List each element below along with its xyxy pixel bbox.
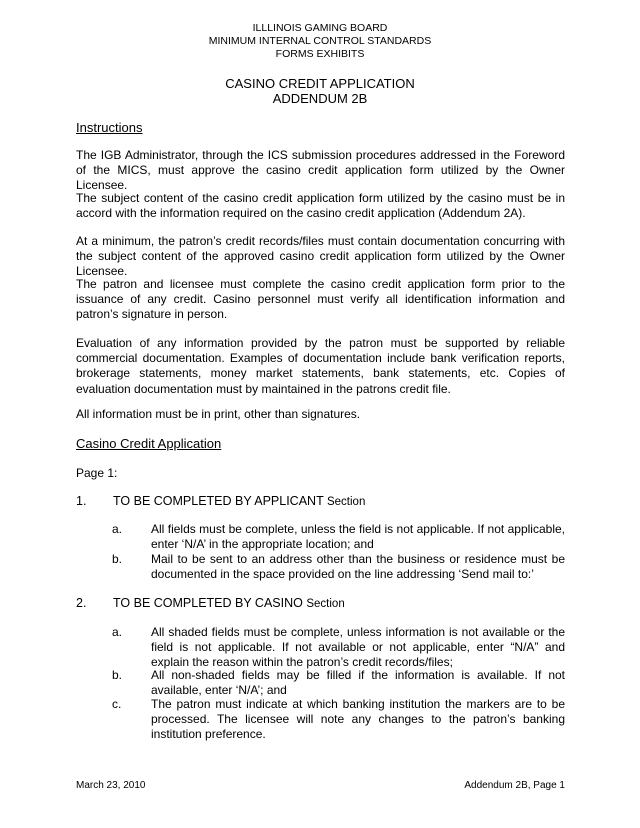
section-1-item-a <box>112 522 565 553</box>
section-number: 2. <box>76 596 87 610</box>
instructions-paragraph-5: Evaluation of any information provided by the patron must be supported by reliable commercial documentation. Examples of documentation include bank verification reports, brokerage statements, money market statements, bank statements, etc. Copies of evaluation documentation must by maintained in the patrons credit file. <box>76 336 565 396</box>
section-title-line <box>113 494 365 510</box>
section-1-item-b <box>112 552 565 583</box>
item-letter: a. <box>112 522 123 536</box>
application-heading: Casino Credit Application <box>76 436 222 451</box>
header-exhibits: FORMS EXHIBITS <box>275 48 365 60</box>
item-text: The patron must indicate at which banking institution the markers are to be processed. The licensee will note any changes to the patron’s banking institution preference. <box>151 697 565 741</box>
header-standards: MINIMUM INTERNAL CONTROL STANDARDS <box>208 35 432 47</box>
item-letter: b. <box>112 552 123 566</box>
section-suffix: Section <box>306 598 345 610</box>
instructions-paragraph-6: All information must be in print, other than signatures. <box>76 407 361 421</box>
item-letter: c. <box>112 697 122 711</box>
footer-page-number: Addendum 2B, Page 1 <box>464 780 565 791</box>
section-1 <box>76 494 565 510</box>
page-label: Page 1: <box>76 466 118 480</box>
section-title-line <box>113 596 345 612</box>
instructions-paragraph-1: The IGB Administrator, through the ICS submission procedures addressed in the Foreword of the MICS, must approve the casino credit application form utilized by the Owner Licensee. <box>76 148 565 193</box>
section-title: TO BE COMPLETED BY CASINO <box>113 596 303 610</box>
item-letter: b. <box>112 668 123 682</box>
document-title: CASINO CREDIT APPLICATION <box>225 76 415 91</box>
instructions-paragraph-2: The subject content of the casino credit application form utilized by the casino must be in accord with the information required on the casino credit application (Addendum 2A). <box>76 191 565 221</box>
header-agency: ILLLINOIS GAMING BOARD <box>252 22 388 34</box>
item-text: All non-shaded fields may be filled if the information is available. If not available, enter ‘N/A’; and <box>151 668 565 697</box>
section-title: TO BE COMPLETED BY APPLICANT <box>113 494 324 508</box>
item-text: Mail to be sent to an address other than the business or residence must be documented in the space provided on the line addressing ‘Send mail to:’ <box>151 552 565 581</box>
section-2-item-a <box>112 625 565 671</box>
instructions-paragraph-4: The patron and licensee must complete the casino credit application form prior to the issuance of any credit. Casino personnel must verify all identification information and patron’s signature in person. <box>76 277 565 322</box>
document-subtitle: ADDENDUM 2B <box>272 91 368 106</box>
item-text: All fields must be complete, unless the field is not applicable. If not applicable, enter ‘N/A’ in the appropriate location; and <box>151 522 565 551</box>
section-suffix: Section <box>326 496 366 508</box>
section-2 <box>76 596 565 612</box>
section-number: 1. <box>76 494 87 508</box>
item-text: All shaded fields must be complete, unless information is not available or the field is not applicable. If not available or not applicable, enter “N/A” and explain the reason within the patron’s credit records/files; <box>151 625 565 669</box>
item-letter: a. <box>112 625 123 639</box>
section-2-item-b <box>112 668 565 699</box>
footer-date: March 23, 2010 <box>76 780 146 791</box>
instructions-heading: Instructions <box>76 120 143 135</box>
instructions-paragraph-3: At a minimum, the patron’s credit records/files must contain documentation concurring with the subject content of the approved casino credit application form utilized by the Owner Licensee. <box>76 234 565 279</box>
section-2-item-c <box>112 697 565 743</box>
